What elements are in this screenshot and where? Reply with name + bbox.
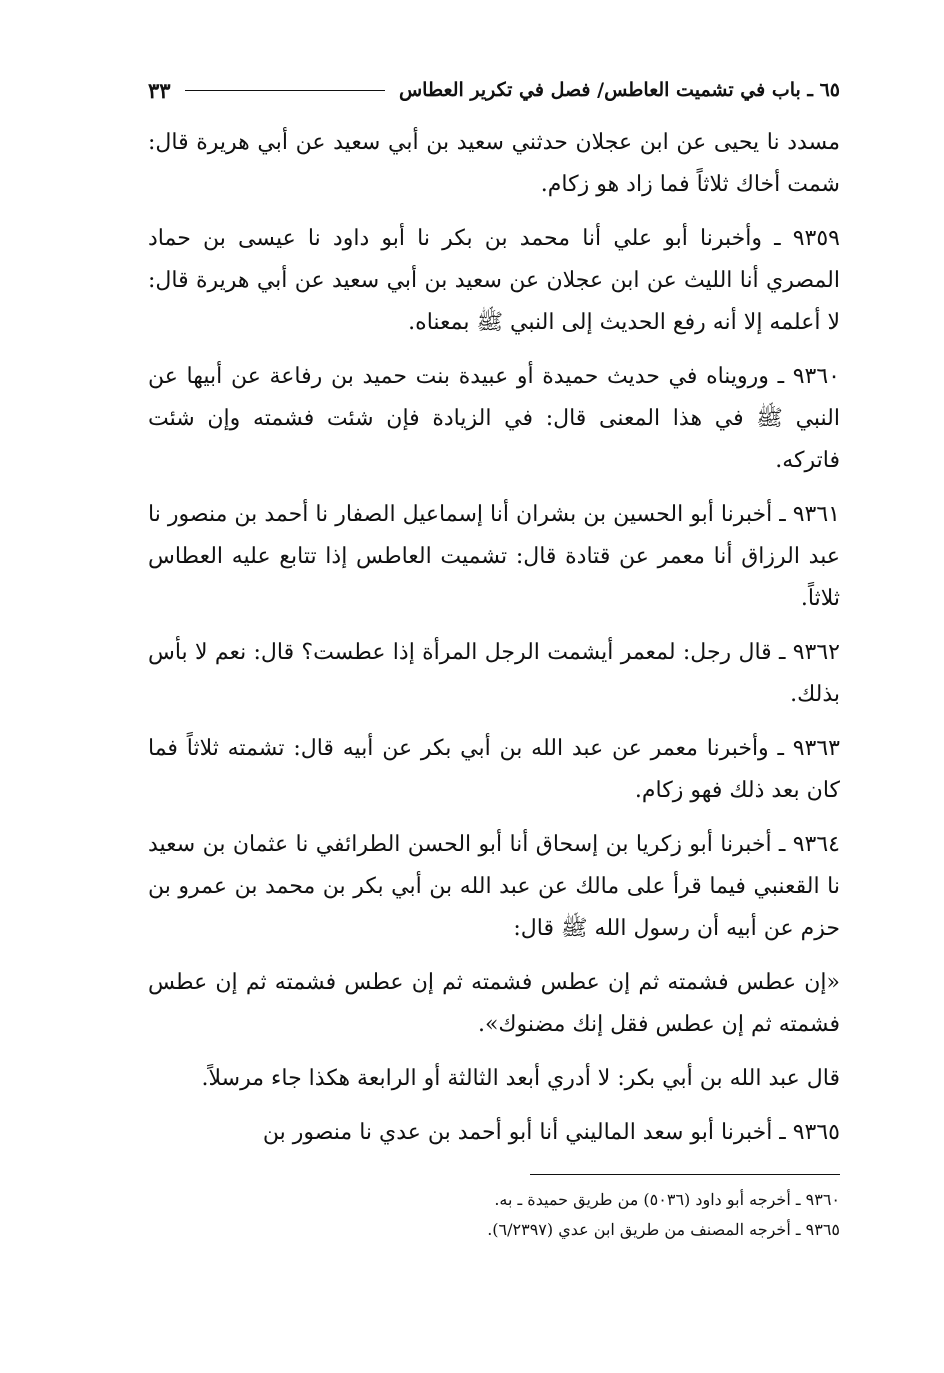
page-number: ٣٣ [148, 77, 171, 103]
running-header [148, 70, 840, 110]
hadith-9363: ٩٣٦٣ ـ وأخبرنا معمر عن عبد الله بن أبي بكر عن أبيه قال: تشمته ثلاثاً فما كان بعد ذلك فهو زكام. [148, 736, 840, 803]
body-text [148, 122, 840, 1154]
document-page [148, 70, 840, 1330]
footnotes [148, 1185, 840, 1245]
hadith-9361: ٩٣٦١ ـ أخبرنا أبو الحسين بن بشران أنا إسماعيل الصفار نا أحمد بن منصور نا عبد الرزاق أنا معمر عن قتادة قال: تشميت العاطس إذا تتابع عليه العطاس ثلاثاً. [148, 502, 840, 611]
paragraph-continuation: مسدد نا يحيى عن ابن عجلان حدثني سعيد بن أبي سعيد عن أبي هريرة قال: شمت أخاك ثلاثاً فما زاد هو زكام. [148, 130, 840, 197]
hadith-9360: ٩٣٦٠ ـ ورويناه في حديث حميدة أو عبيدة بنت حميد بن رفاعة عن أبيها عن النبي ﷺ في هذا المعنى قال: في الزيادة فإن شئت فشمته وإن شئت فاتركه. [148, 364, 840, 473]
chapter-title: ٦٥ ـ باب في تشميت العاطس/ فصل في تكرير العطاس [398, 79, 840, 101]
footnote-9360: ٩٣٦٠ ـ أخرجه أبو داود (٥٠٣٦) من طريق حميدة ـ به. [494, 1190, 840, 1209]
hadith-9364: ٩٣٦٤ ـ أخبرنا أبو زكريا بن إسحاق أنا أبو الحسن الطرائفي نا عثمان بن سعيد نا القعنبي فيما قرأ على مالك عن عبد الله بن أبي بكر بن محمد بن عمرو بن حزم عن أبيه أن رسول الله ﷺ قال: [148, 832, 840, 941]
hadith-9365: ٩٣٦٥ ـ أخبرنا أبو سعد الماليني أنا أبو أحمد بن عدي نا منصور بن [262, 1120, 840, 1145]
footnote-9365: ٩٣٦٥ ـ أخرجه المصنف من طريق ابن عدي (٦/٢٣٩٧). [487, 1220, 840, 1239]
hadith-9359: ٩٣٥٩ ـ وأخبرنا أبو علي أنا محمد بن بكر نا أبو داود نا عيسى بن حماد المصري أنا الليث عن ابن عجلان عن سعيد بن أبي سعيد عن أبي هريرة قال: لا أعلمه إلا أنه رفع الحديث إلى النبي ﷺ بمعناه. [148, 226, 840, 335]
hadith-9362: ٩٣٦٢ ـ قال رجل: لمعمر أيشمت الرجل المرأة إذا عطست؟ قال: نعم لا بأس بذلك. [148, 640, 840, 707]
hadith-9364-quote: «إن عطس فشمته ثم إن عطس فشمته ثم إن عطس فشمته ثم إن عطس فشمته ثم إن عطس فقل إنك مضنوك». [148, 970, 840, 1037]
hadith-9364-comment: قال عبد الله بن أبي بكر: لا أدري أبعد الثالثة أو الرابعة هكذا جاء مرسلاً. [201, 1066, 840, 1091]
header-rule [185, 90, 385, 91]
footnote-rule [530, 1174, 840, 1175]
